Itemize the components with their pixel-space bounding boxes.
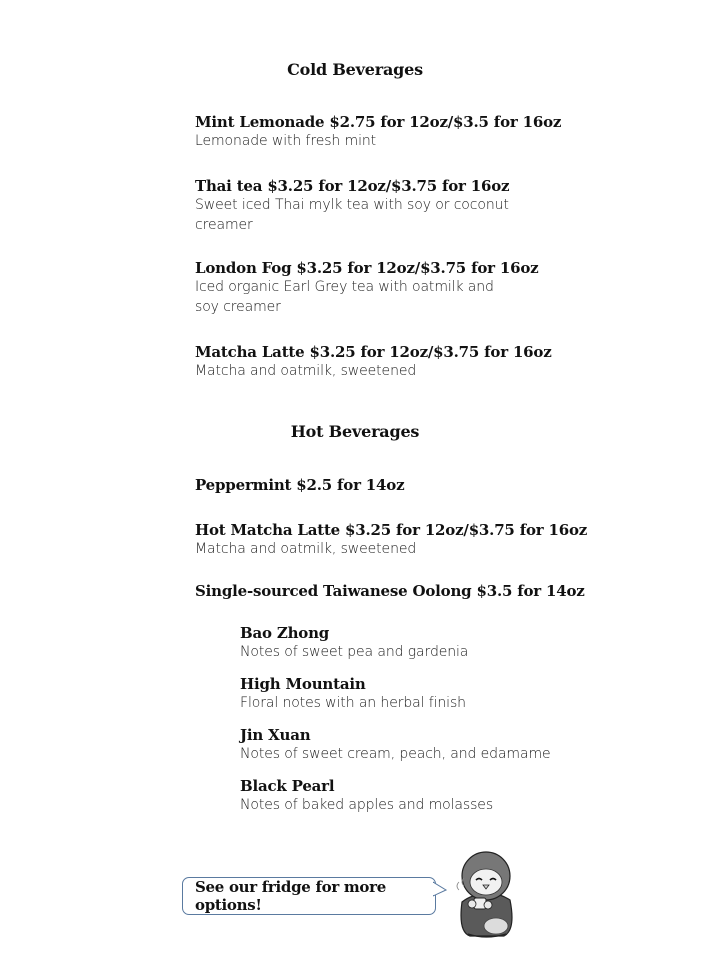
menu-item-peppermint [195, 476, 555, 494]
menu-item-oolong [195, 582, 595, 600]
item-name: Bao Zhong [240, 624, 330, 642]
item-name: Hot Matcha Latte $3.25 for 12oz/$3.75 for 16oz [195, 521, 588, 539]
callout-text: See our fridge for more options! [195, 878, 386, 914]
item-description: Matcha and oatmilk, sweetened [195, 541, 417, 557]
menu-item-thai-tea [195, 177, 525, 235]
item-description: Notes of sweet cream, peach, and edamame [240, 746, 551, 762]
hot-beverages-heading: Hot Beverages [290, 422, 420, 441]
menu-item-matcha-latte [195, 343, 555, 381]
item-description: Sweet iced Thai mylk tea with soy or coconut creamer [195, 197, 509, 233]
item-name: Thai tea $3.25 for 12oz/$3.75 for 16oz [195, 177, 510, 195]
menu-item-hot-matcha-latte [195, 521, 595, 559]
item-name: Black Pearl [240, 777, 335, 795]
item-name: London Fog $3.25 for 12oz/$3.75 for 16oz [195, 259, 539, 277]
item-description: Lemonade with fresh mint [195, 133, 377, 149]
item-name: Matcha Latte $3.25 for 12oz/$3.75 for 16oz [195, 343, 552, 361]
oolong-bao-zhong [240, 624, 570, 662]
oolong-high-mountain [240, 675, 570, 713]
speech-bubble [182, 877, 436, 915]
oolong-black-pearl [240, 777, 570, 815]
speech-bubble-tail [433, 880, 447, 900]
menu-item-london-fog [195, 259, 539, 317]
item-name: Mint Lemonade $2.75 for 12oz/$3.5 for 16oz [195, 113, 562, 131]
item-description: Notes of baked apples and molasses [240, 797, 494, 813]
item-name: High Mountain [240, 675, 366, 693]
menu-item-mint-lemonade [195, 113, 562, 151]
item-name: Jin Xuan [240, 726, 311, 744]
item-name: Peppermint $2.5 for 14oz [195, 476, 405, 494]
item-description: Notes of sweet pea and gardenia [240, 644, 469, 660]
item-description: Iced organic Earl Grey tea with oatmilk and soy creamer [195, 279, 494, 315]
oolong-jin-xuan [240, 726, 570, 764]
item-name: Single-sourced Taiwanese Oolong $3.5 for 14oz [195, 582, 585, 600]
item-description: Matcha and oatmilk, sweetened [195, 363, 417, 379]
cold-beverages-heading: Cold Beverages [287, 60, 423, 79]
item-description: Floral notes with an herbal finish [240, 695, 466, 711]
penguin-mascot-icon [448, 842, 524, 940]
